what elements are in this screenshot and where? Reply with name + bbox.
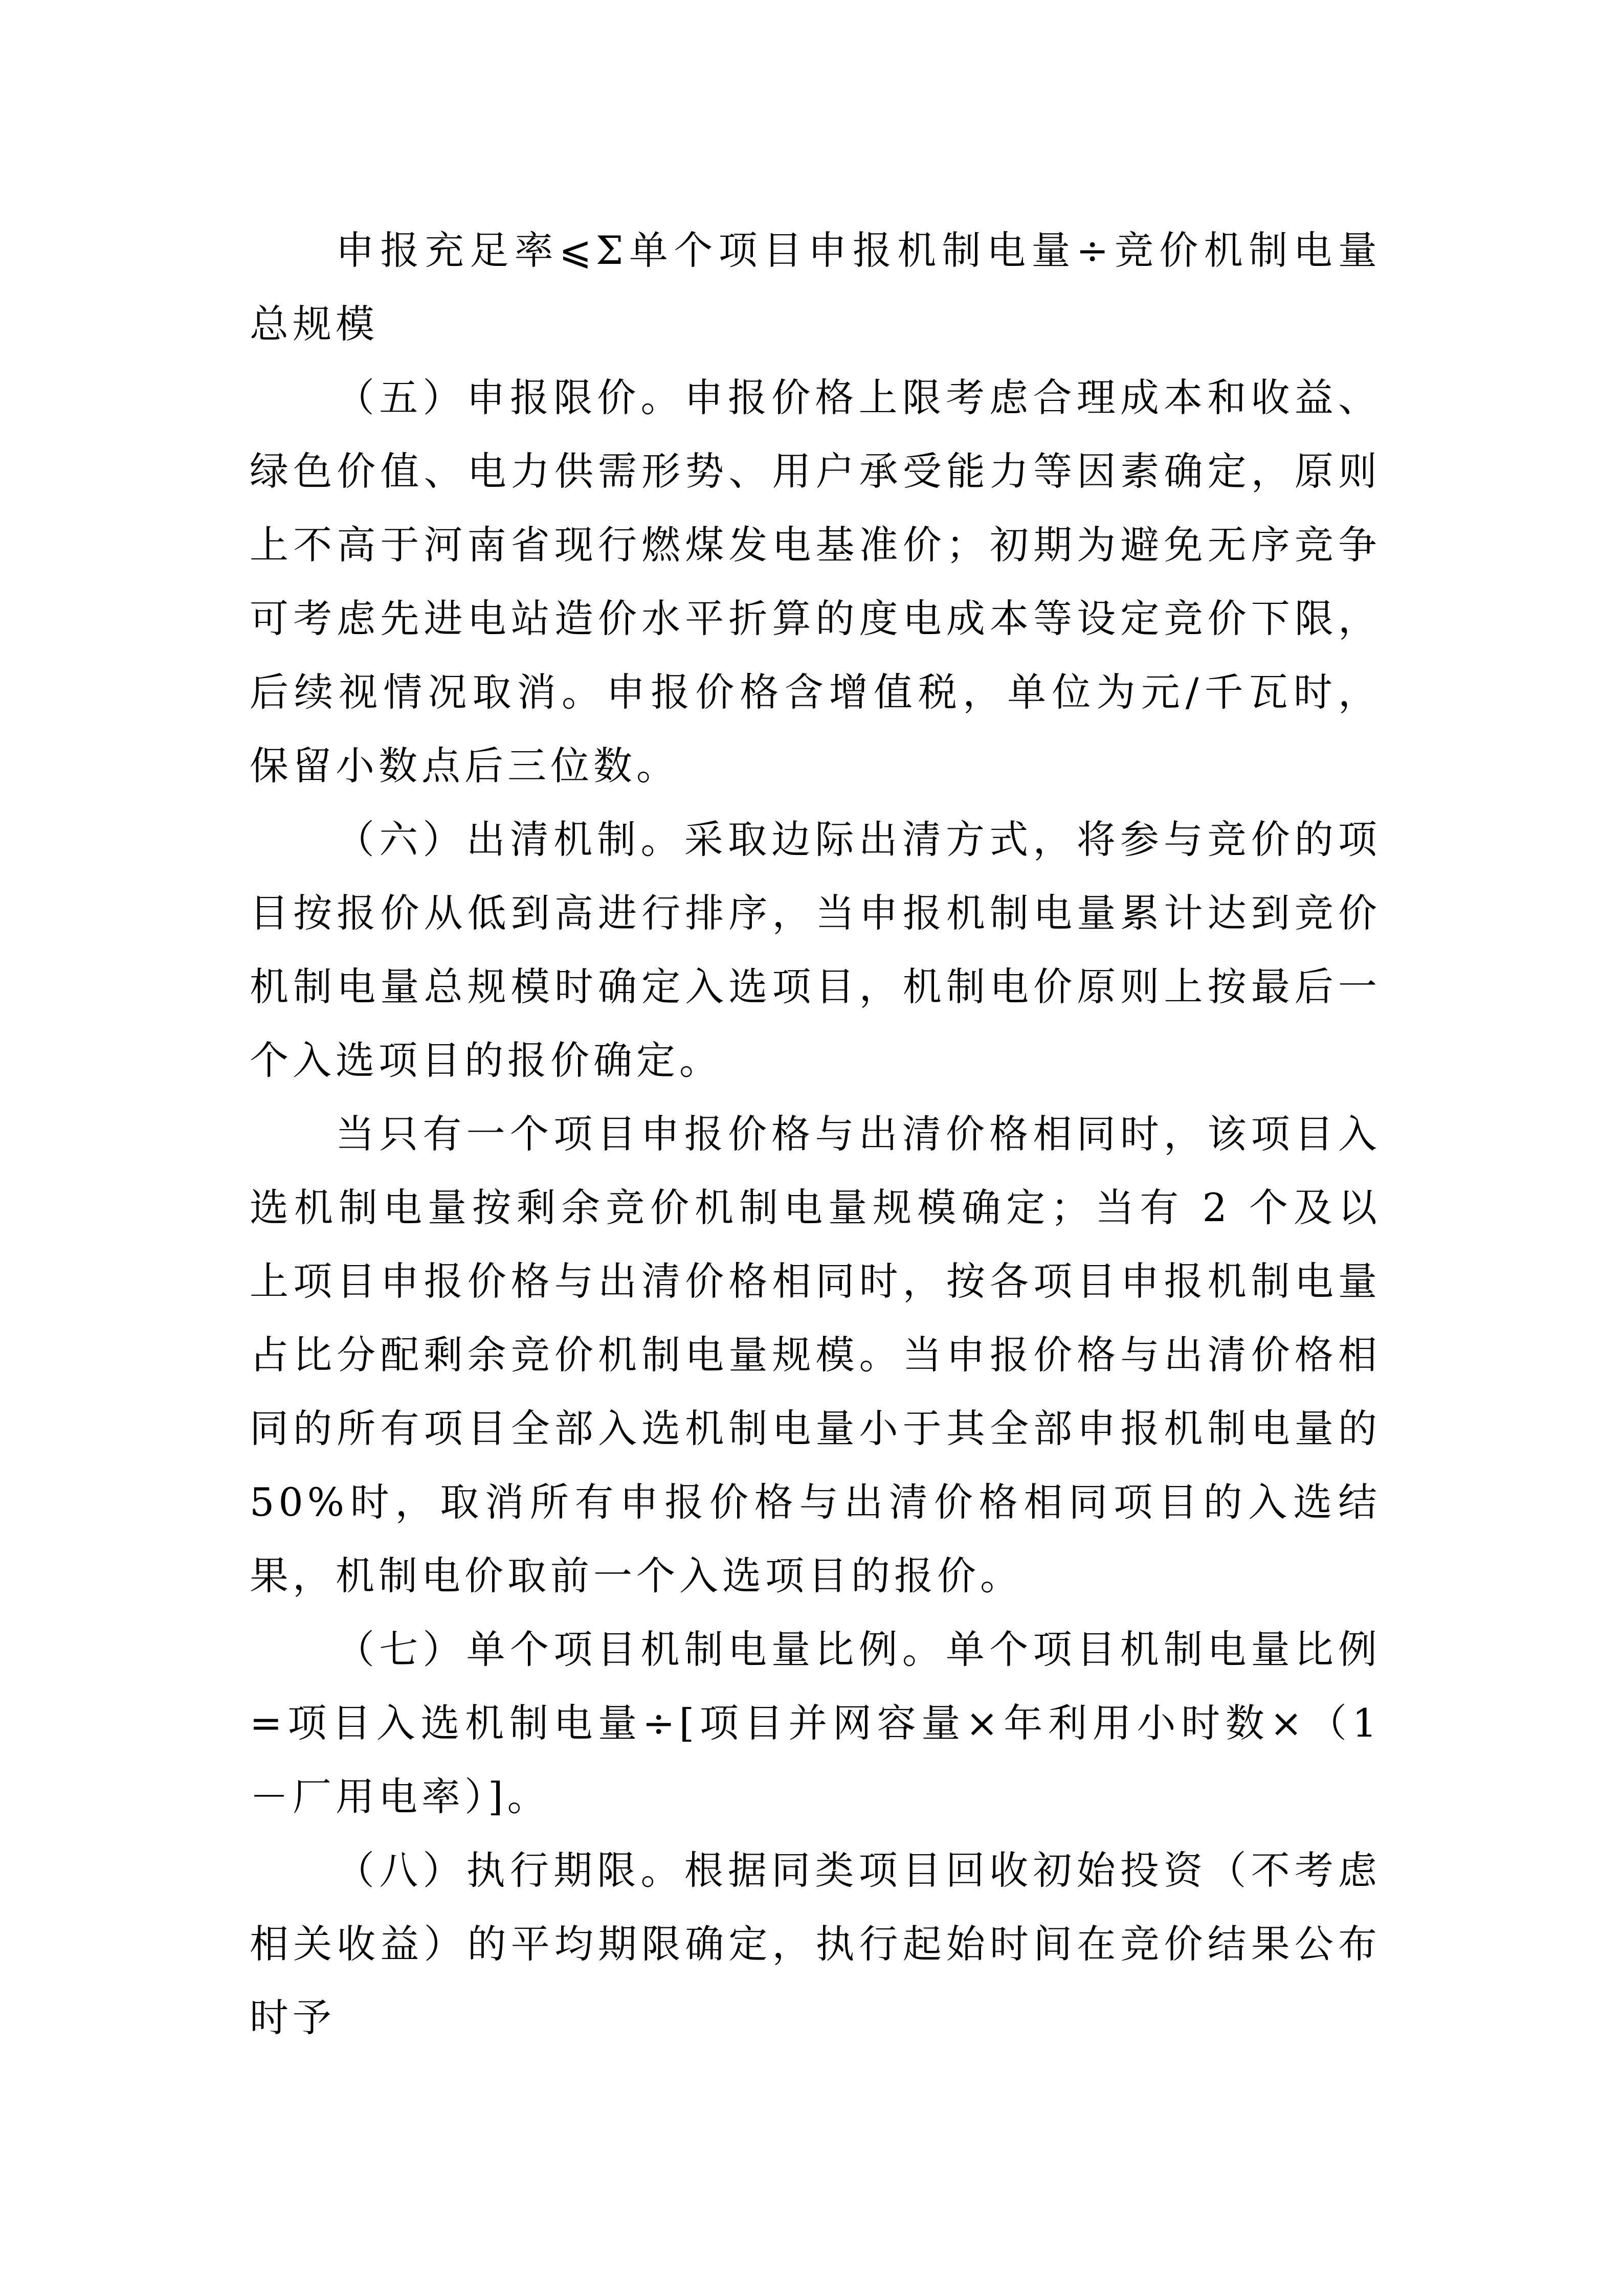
document-page xyxy=(250,214,1381,2055)
paragraph-adequacy-ratio-formula: 申报充足率⩽Σ单个项目申报机制电量÷竞价机制电量总规模 xyxy=(250,228,1381,347)
paragraph-section-8-execution-period: （八）执行期限。根据同类项目回收初始投资（不考虑相关收益）的平均期限确定，执行起始时间在竞价结果公布时予 xyxy=(250,1848,1381,2040)
paragraph-tie-price-rules: 当只有一个项目申报价格与出清价格相同时，该项目入选机制电量按剩余竞价机制电量规模确定；当有 2 个及以上项目申报价格与出清价格相同时，按各项目申报机制电量占比分配剩余竞价机制电量规模。当申报价格与出清价格相同的所有项目全部入选机制电量小于其全部申报机制电量的 50%时，取消所有申报价格与出清价格相同项目的入选结果，机制电价取前一个入选项目的报价。 xyxy=(250,1111,1381,1599)
paragraph-section-7-project-ratio: （七）单个项目机制电量比例。单个项目机制电量比例=项目入选机制电量÷[项目并网容量×年利用小时数×（1－厂用电率）]。 xyxy=(250,1627,1381,1819)
paragraph-section-6-clearing-mechanism: （六）出清机制。采取边际出清方式，将参与竞价的项目按报价从低到高进行排序，当申报机制电量累计达到竞价机制电量总规模时确定入选项目，机制电价原则上按最后一个入选项目的报价确定。 xyxy=(250,817,1381,1083)
paragraph-section-5-price-limits: （五）申报限价。申报价格上限考虑合理成本和收益、绿色价值、电力供需形势、用户承受能力等因素确定，原则上不高于河南省现行燃煤发电基准价；初期为避免无序竞争可考虑先进电站造价水平折算的度电成本等设定竞价下限，后续视情况取消。申报价格含增值税，单位为元/千瓦时，保留小数点后三位数。 xyxy=(250,375,1381,789)
